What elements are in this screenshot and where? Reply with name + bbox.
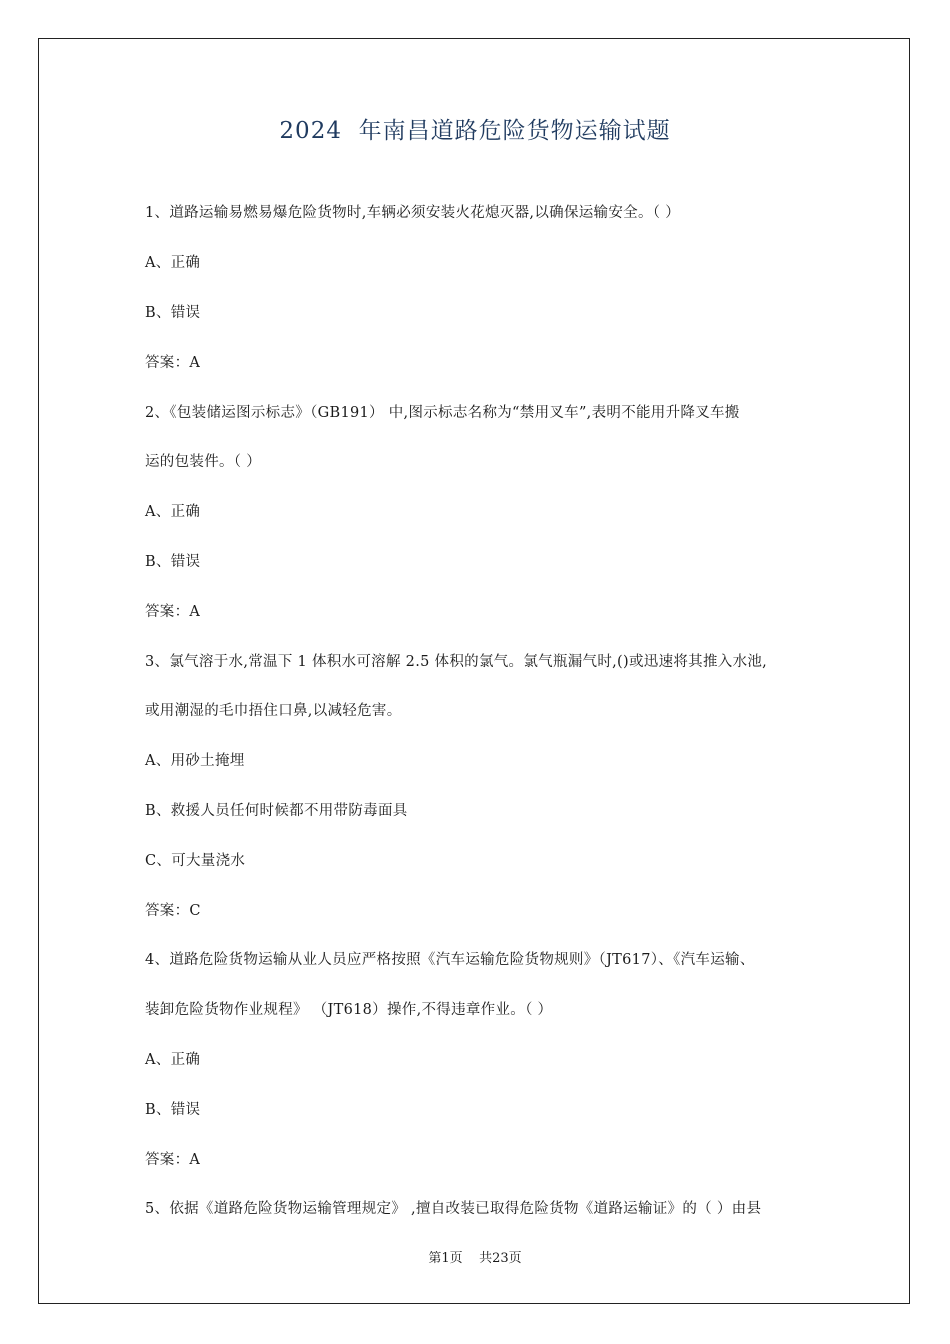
question-3-option-c: C、可大量浇水: [145, 853, 246, 869]
question-2-option-b: B、错误: [145, 554, 201, 570]
question-3-text-line-1: 3、氯气溶于水,常温下 1 体积水可溶解 2.5 体积的氯气。氯气瓶漏气时,()或迅速将其推入水池,: [145, 654, 768, 670]
question-5-text-line-1: 5、依据《道路危险货物运输管理规定》 ,擅自改装已取得危险货物《道路运输证》的（ ）由县: [145, 1201, 762, 1217]
question-2-text-line-1: 2、《包装储运图示标志》（GB191） 中,图示标志名称为“禁用叉车”,表明不能用升降叉车搬: [145, 405, 740, 421]
question-4-text-line-2: 装卸危险货物作业规程》 （JT618）操作,不得违章作业。（ ）: [145, 1002, 553, 1018]
question-3-option-b: B、救援人员任何时候都不用带防毒面具: [145, 803, 408, 819]
question-1-text: 1、道路运输易燃易爆危险货物时,车辆必须安装火花熄灭器,以确保运输安全。（ ）: [145, 205, 680, 221]
question-4-option-b: B、错误: [145, 1102, 201, 1118]
question-1-option-a: A、正确: [145, 255, 201, 271]
question-4-answer: 答案：A: [145, 1152, 201, 1168]
document-title: 2024 年南昌道路危险货物运输试题: [279, 118, 671, 144]
question-3-answer: 答案：C: [145, 903, 201, 919]
question-1-answer: 答案：A: [145, 355, 201, 371]
question-1-option-b: B、错误: [145, 305, 201, 321]
question-4-text-line-1: 4、道路危险货物运输从业人员应严格按照《汽车运输危险货物规则》（JT617）、《汽车运输、: [145, 952, 755, 968]
page-footer: 第1页 共23页: [428, 1251, 522, 1266]
question-3-text-line-2: 或用潮湿的毛巾捂住口鼻,以减轻危害。: [145, 703, 402, 719]
question-2-text-line-2: 运的包装件。（ ）: [145, 454, 262, 470]
question-2-option-a: A、正确: [145, 504, 201, 520]
question-2-answer: 答案：A: [145, 604, 201, 620]
question-4-option-a: A、正确: [145, 1052, 201, 1068]
question-3-option-a: A、用砂土掩埋: [145, 753, 245, 769]
